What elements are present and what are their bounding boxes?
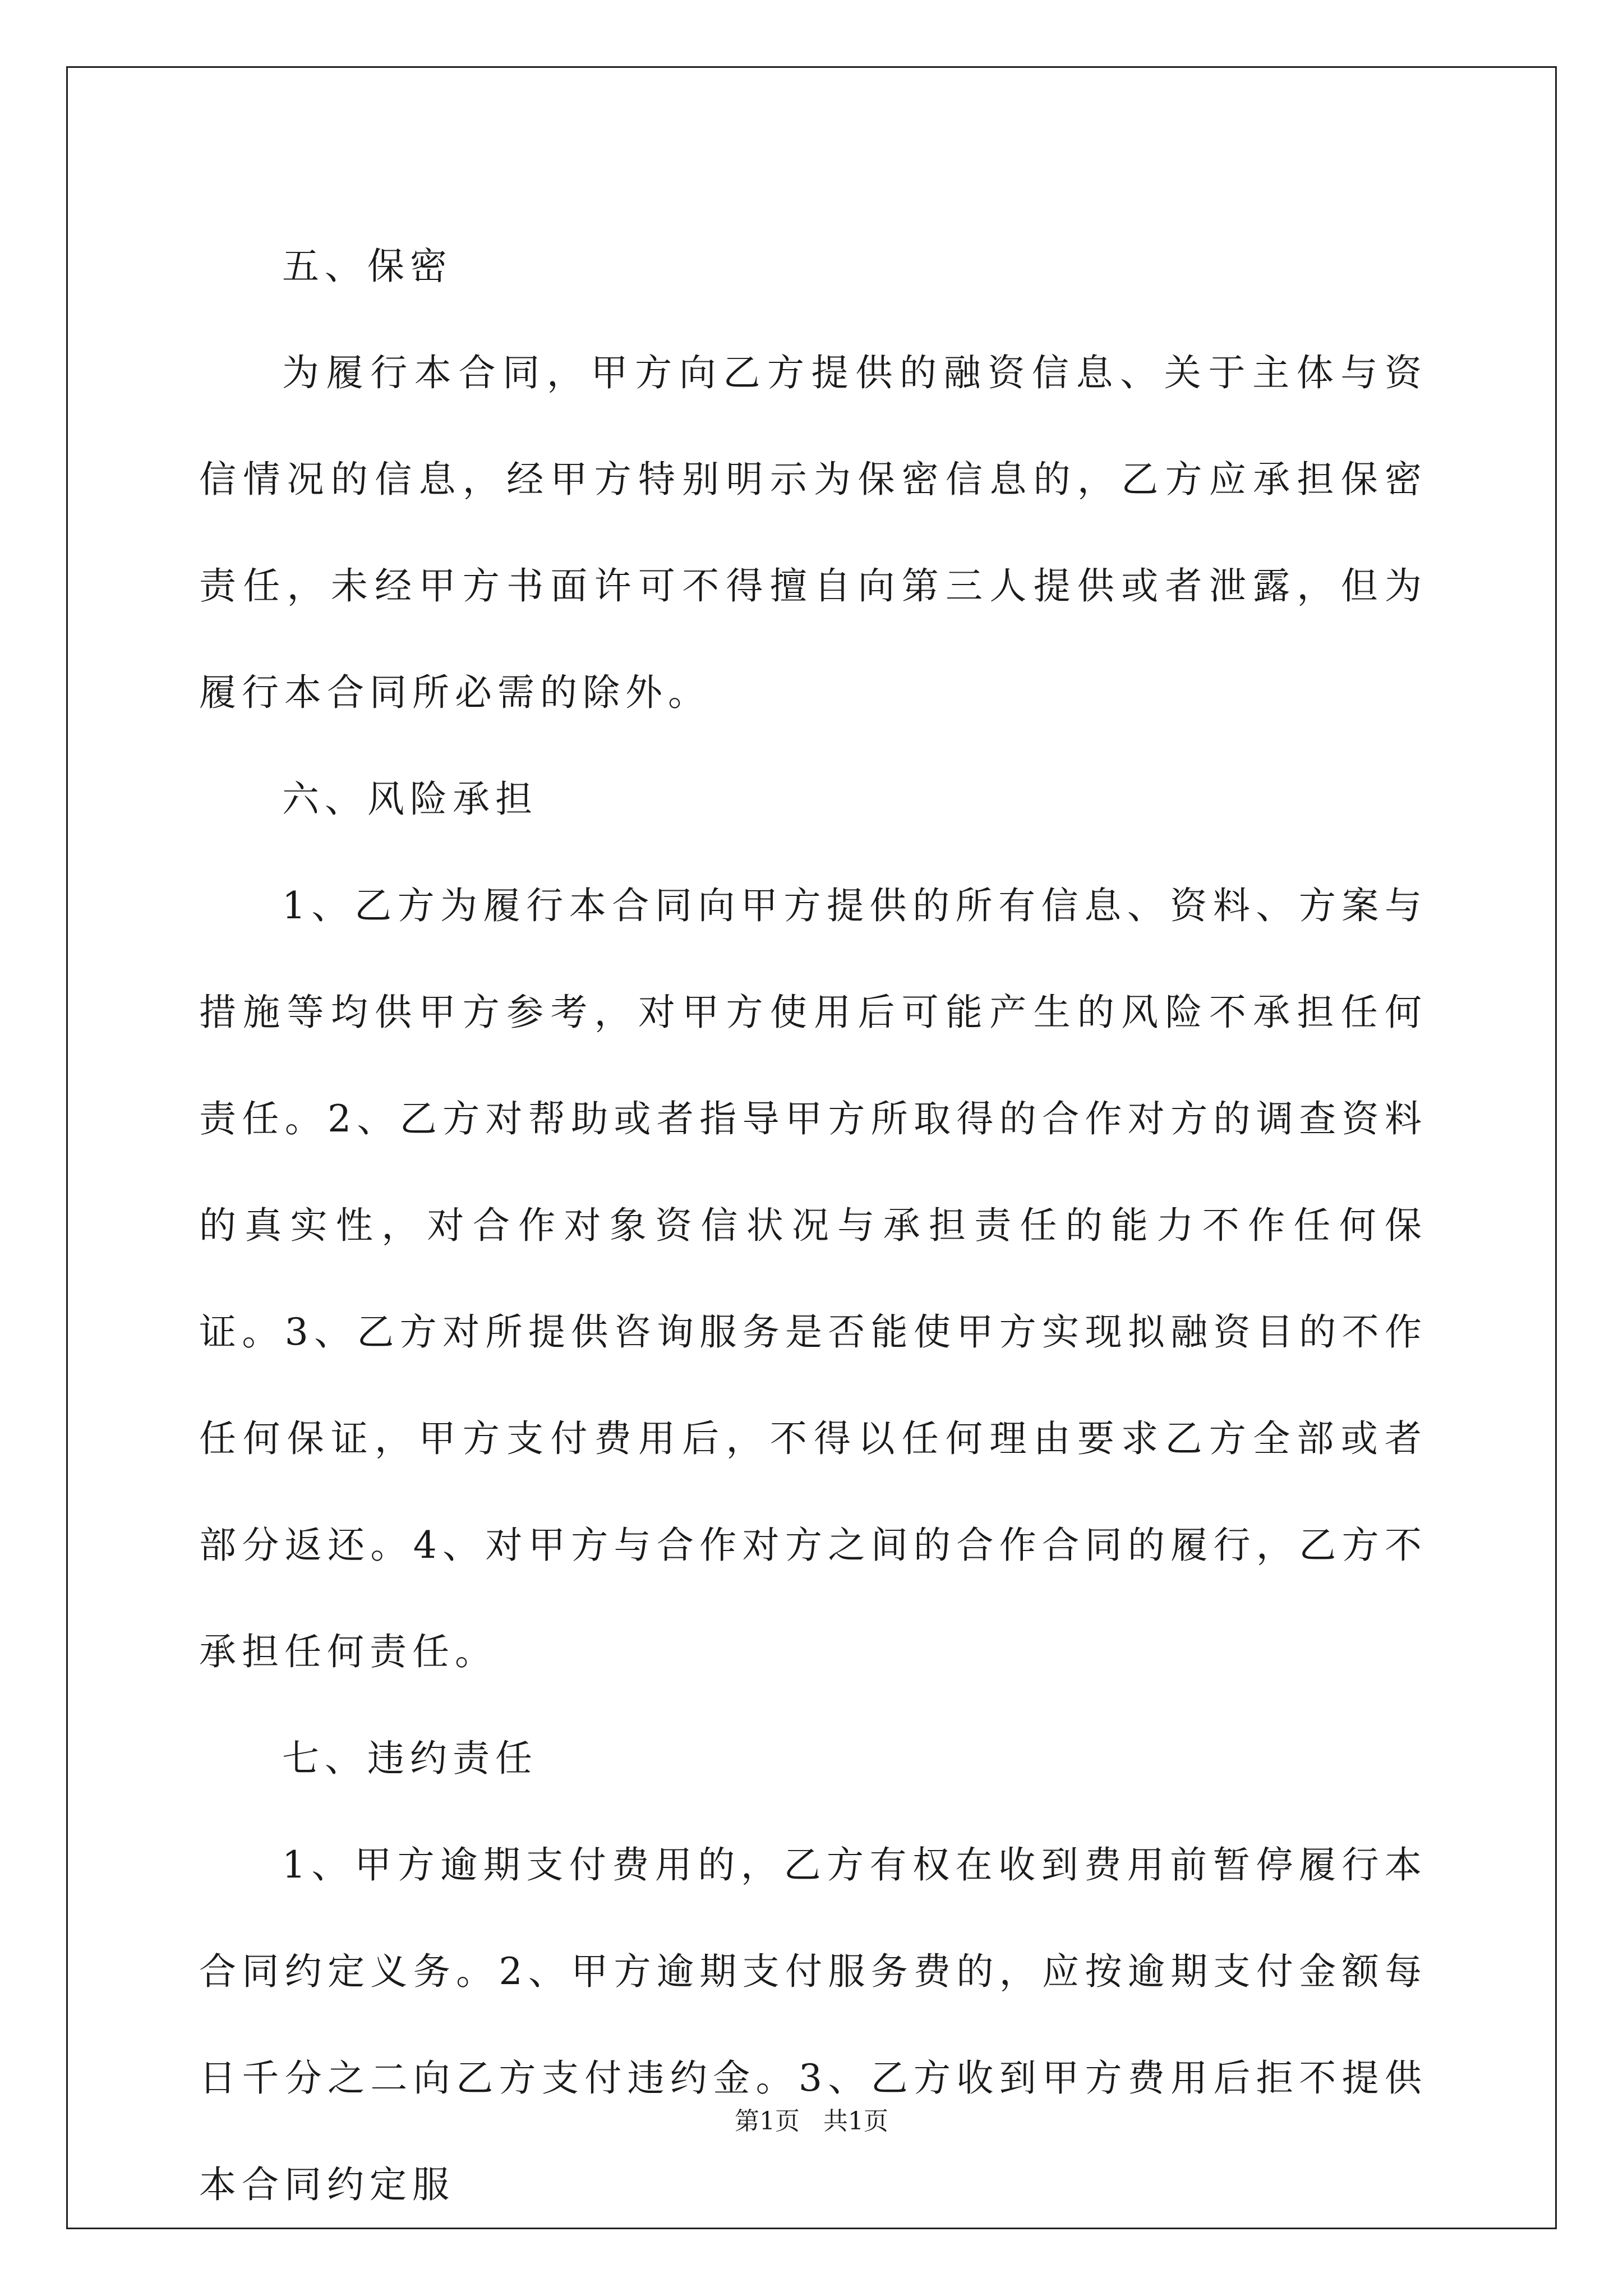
- section-paragraph-breach: 1、甲方逾期支付费用的，乙方有权在收到费用前暂停履行本合同约定义务。2、甲方逾期支付服务费的，应按逾期支付金额每日千分之二向乙方支付违约金。3、乙方收到甲方费用后拒不提供本合同约定服: [199, 1843, 1427, 2206]
- section-paragraph-risk: 1、乙方为履行本合同向甲方提供的所有信息、资料、方案与措施等均供甲方参考，对甲方使用后可能产生的风险不承担任何责任。2、乙方对帮助或者指导甲方所取得的合作对方的调查资料的真实性，对合作对象资信状况与承担责任的能力不作任何保证。3、乙方对所提供咨询服务是否能使甲方实现拟融资目的不作任何保证，甲方支付费用后，不得以任何理由要求乙方全部或者部分返还。4、对甲方与合作对方之间的合作合同的履行，乙方不承担任何责任。: [199, 884, 1427, 1673]
- section-heading-breach: 七、违约责任: [282, 1737, 538, 1780]
- document-body: [199, 213, 1427, 2238]
- section-paragraph-confidentiality: 为履行本合同，甲方向乙方提供的融资信息、关于主体与资信情况的信息，经甲方特别明示为保密信息的，乙方应承担保密责任，未经甲方书面许可不得擅自向第三人提供或者泄露，但为履行本合同所必需的除外。: [199, 351, 1427, 714]
- section-heading-confidentiality: 五、保密: [282, 245, 453, 288]
- page-number-footer: 第1页 共1页: [735, 2107, 888, 2136]
- section-heading-risk: 六、风险承担: [282, 777, 538, 821]
